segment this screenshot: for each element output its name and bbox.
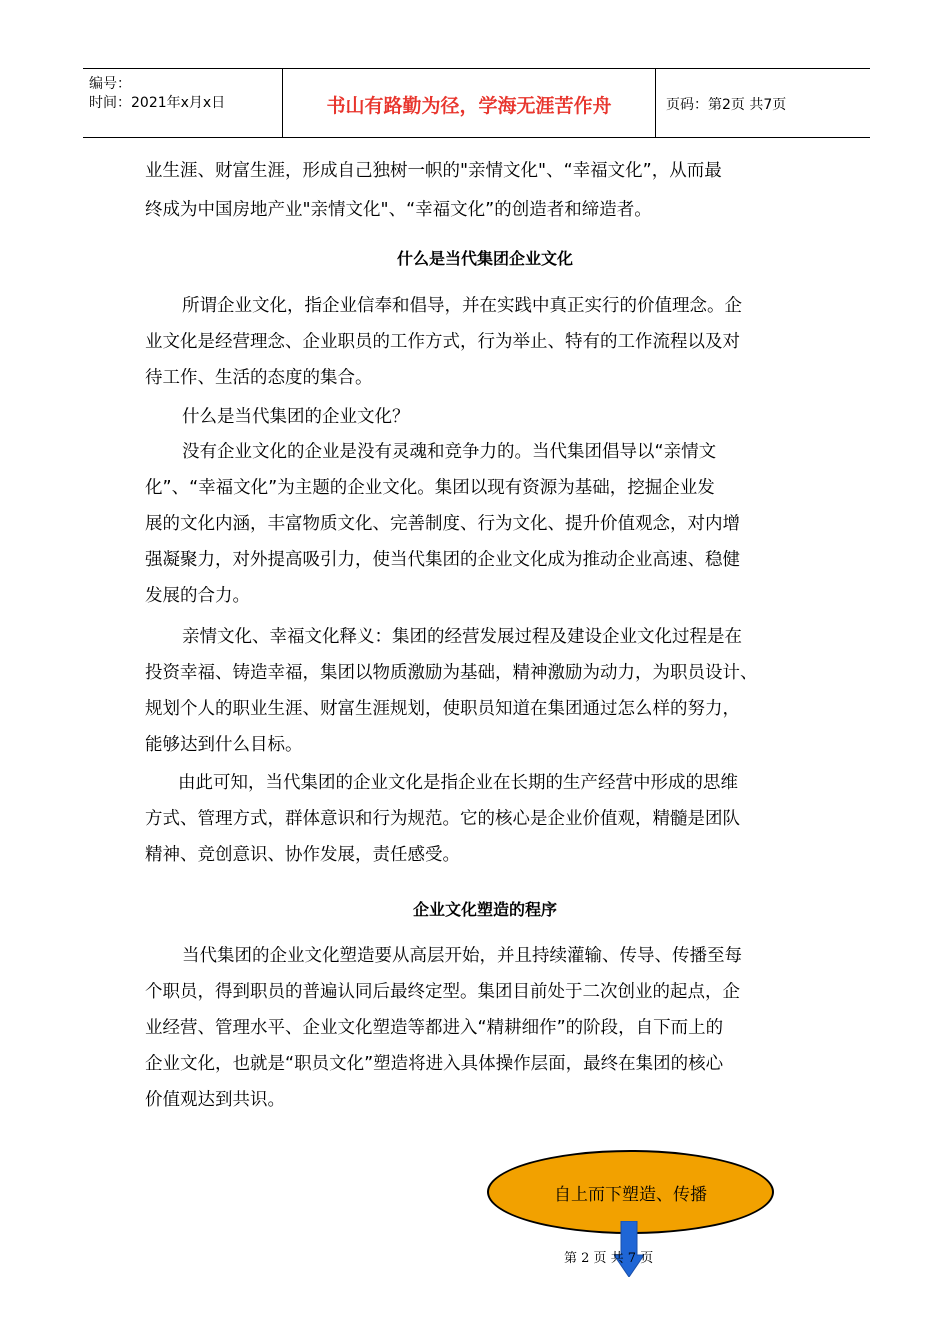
section-heading-shaping-procedure: 企业文化塑造的程序 [412,900,557,919]
text-line: 业文化是经营理念、企业职员的工作方式，行为举止、特有的工作流程以及对 [145,332,740,352]
date-label: 时间：2021年x月x日 [89,95,226,111]
header-motto-cell [282,69,656,137]
text-line: 能够达到什么目标。 [145,735,303,755]
text-line: 投资幸福、铸造幸福，集团以物质激励为基础，精神激励为动力，为职员设计、 [145,663,758,683]
page-footer: 第 2 页 共 7 页 [564,1251,654,1266]
text-line: 化”、“幸福文化”为主题的企业文化。集团以现有资源为基础，挖掘企业发 [145,478,715,498]
page-header [83,68,870,138]
motto: 书山有路勤为径，学海无涯苦作舟 [326,95,612,117]
text-line: 由此可知，当代集团的企业文化是指企业在长期的生产经营中形成的思维 [178,773,738,793]
text-line: 方式、管理方式，群体意识和行为规范。它的核心是企业价值观，精髓是团队 [145,809,740,829]
section-heading-what-is-culture: 什么是当代集团企业文化 [396,249,573,268]
page-info: 页码：第2页 共7页 [666,97,787,113]
header-page-cell [656,69,870,137]
text-line: 业生涯、财富生涯，形成自己独树一帜的"亲情文化"、“幸福文化”，从而最 [145,161,722,181]
text-line: 业经营、管理水平、企业文化塑造等都进入“精耕细作”的阶段，自下而上的 [145,1018,724,1038]
text-line: 亲情文化、幸福文化释义：集团的经营发展过程及建设企业文化过程是在 [182,627,742,647]
text-line: 展的文化内涵，丰富物质文化、完善制度、行为文化、提升价值观念，对内增 [145,514,740,534]
text-line: 企业文化，也就是“职员文化”塑造将进入具体操作层面，最终在集团的核心 [145,1054,724,1074]
continuation-paragraph [145,157,825,224]
text-line: 发展的合力。 [145,586,250,606]
text-line: 价值观达到共识。 [145,1090,285,1110]
paragraph-definition [145,292,825,392]
paragraph-question [145,403,825,431]
text-line: 没有企业文化的企业是没有灵魂和竞争力的。当代集团倡导以“亲情文 [182,442,717,462]
text-line: 个职员，得到职员的普遍认同后最终定型。集团目前处于二次创业的起点，企 [145,982,740,1002]
paragraph-shaping [145,942,825,1114]
paragraph-interpretation [145,623,825,759]
text-line: 待工作、生活的态度的集合。 [145,368,373,388]
header-meta-cell [83,69,282,137]
text-line: 什么是当代集团的企业文化？ [182,407,410,427]
paragraph-conclusion [145,769,825,869]
text-line: 当代集团的企业文化塑造要从高层开始，并且持续灌输、传导、传播至每 [182,946,742,966]
text-line: 规划个人的职业生涯、财富生涯规划，使职员知道在集团通过怎么样的努力， [145,699,740,719]
serial-label: 编号： [89,76,131,92]
text-line: 精神、竞创意识、协作发展，责任感受。 [145,845,460,865]
text-line: 强凝聚力，对外提高吸引力，使当代集团的企业文化成为推动企业高速、稳健 [145,550,740,570]
text-line: 终成为中国房地产业"亲情文化"、“幸福文化”的创造者和缔造者。 [145,200,652,220]
ellipse-label: 自上而下塑造、传播 [554,1184,707,1205]
text-line: 所谓企业文化，指企业信奉和倡导，并在实践中真正实行的价值理念。企 [182,296,742,316]
paragraph-culture-theme [145,438,825,610]
